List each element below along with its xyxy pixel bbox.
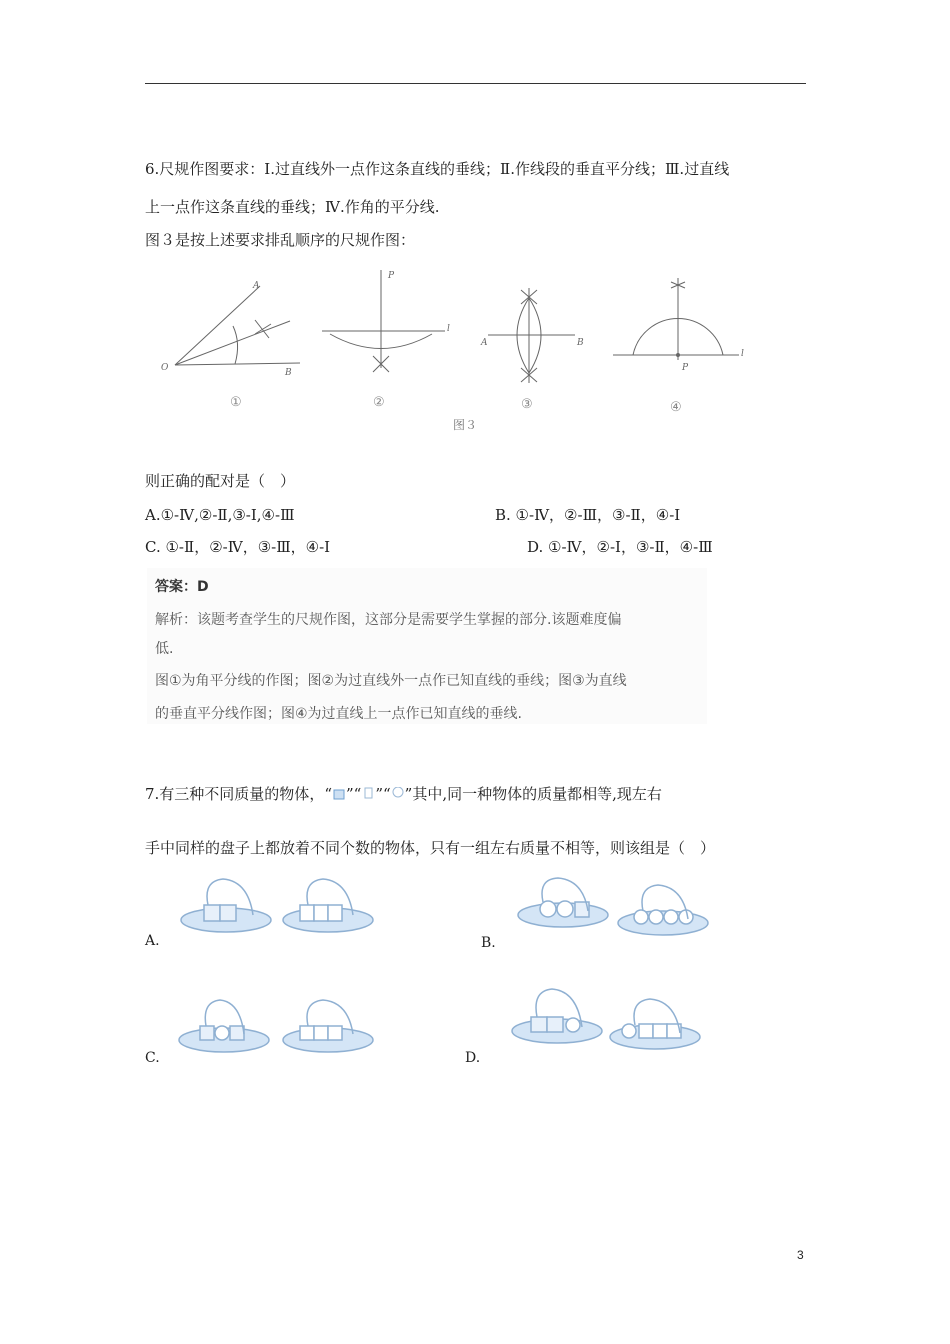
q6-line1: 6.尺规作图要求：Ⅰ.过直线外一点作这条直线的垂线；Ⅱ.作线段的垂直平分线；Ⅲ.过直线: [145, 160, 730, 178]
svg-text:A: A: [481, 338, 488, 348]
option-d-image: [507, 985, 717, 1060]
svg-text:l: l: [447, 324, 450, 334]
q7-option-a: A.: [145, 933, 160, 949]
figure-label-3: ③: [521, 397, 533, 412]
q7-option-b: B.: [481, 935, 496, 951]
q6-option-b: B. ①-Ⅳ，②-Ⅲ，③-Ⅱ，④-Ⅰ: [495, 506, 681, 524]
q6-line3: 图３是按上述要求排乱顺序的尺规作图：: [145, 231, 416, 249]
figure-1-angle-bisector: [161, 281, 300, 378]
point-label-A: A: [253, 281, 260, 291]
q6-option-d: D. ①-Ⅳ，②-Ⅰ，③-Ⅱ，④-Ⅲ: [527, 538, 713, 556]
q6-line2: 上一点作这条直线的垂线；Ⅳ.作角的平分线.: [145, 198, 440, 216]
figure-caption: 图３: [453, 418, 478, 432]
option-c-image: [178, 990, 388, 1060]
answer-line4: 的垂直平分线作图；图④为过直线上一点作已知直线的垂线.: [155, 706, 522, 722]
svg-text:P: P: [388, 271, 395, 281]
svg-text:B: B: [577, 338, 584, 348]
q7-line2: 手中同样的盘子上都放着不同个数的物体，只有一组左右质量不相等，则该组是（ ）: [145, 839, 716, 857]
q6-option-c: C. ①-Ⅱ，②-Ⅳ，③-Ⅲ，④-Ⅰ: [145, 538, 331, 556]
option-a-image: [178, 875, 388, 940]
figure-3-perpendicular-bisector: [480, 288, 584, 383]
answer-line2: 低.: [155, 641, 174, 657]
q6-prompt: 则正确的配对是（ ）: [145, 472, 296, 490]
cube-icon: [332, 787, 346, 801]
figure-label-4: ④: [670, 400, 682, 415]
figure-label-1: ①: [230, 395, 242, 410]
point-label-O: O: [161, 363, 169, 373]
figure-label-2: ②: [373, 395, 385, 410]
figure-4-perpendicular-at-point: [613, 278, 744, 373]
figure-3: [145, 268, 765, 433]
q7-option-c: C.: [145, 1050, 160, 1066]
q7-option-d: D.: [465, 1050, 481, 1066]
cylinder-icon: [361, 787, 375, 801]
answer-box: [147, 568, 707, 724]
answer-head: 答案：D: [155, 579, 209, 595]
point-label-B: B: [285, 368, 292, 378]
q7-line1: 7.有三种不同质量的物体，“ ”“ ”“ ”其中,同一种物体的质量都相等,现左右: [145, 785, 662, 803]
svg-text:l: l: [741, 349, 744, 359]
page-number: 3: [797, 1248, 804, 1262]
answer-line3: 图①为角平分线的作图；图②为过直线外一点作已知直线的垂线；图③为直线: [155, 673, 627, 689]
header-rule: [145, 83, 806, 84]
answer-line1: 解析：该题考查学生的尺规作图，这部分是需要学生掌握的部分.该题难度偏: [155, 612, 622, 628]
ball-icon: [391, 787, 405, 801]
q6-option-a: A.①-Ⅳ,②-Ⅱ,③-Ⅰ,④-Ⅲ: [145, 506, 295, 524]
svg-text:P: P: [682, 363, 689, 373]
figure-2-perpendicular-from-point: [322, 270, 450, 372]
option-b-image: [513, 875, 723, 945]
